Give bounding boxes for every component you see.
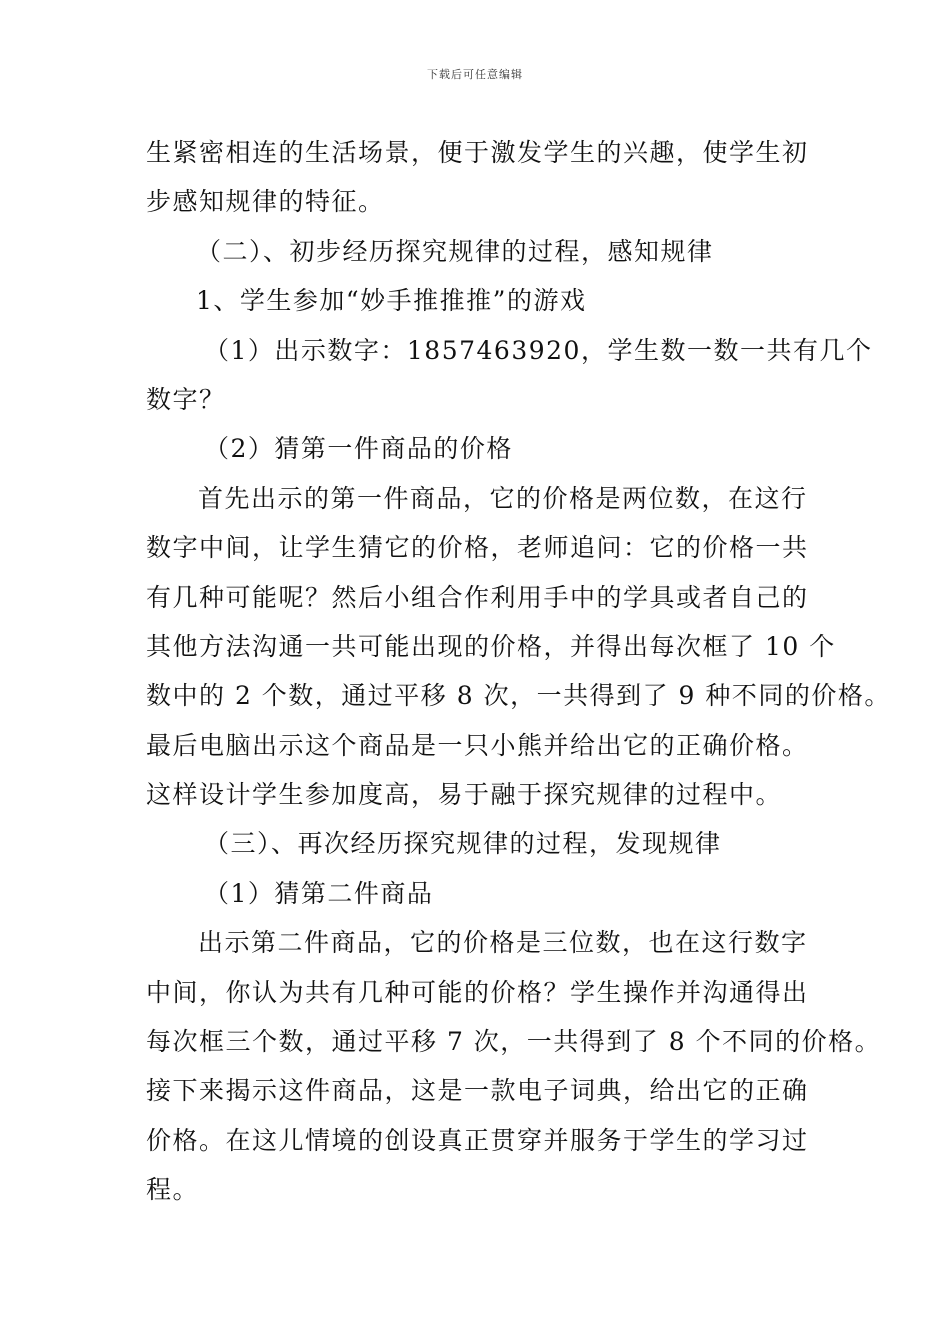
text-line: 步感知规律的特征。: [146, 187, 385, 217]
text-line: 这样设计学生参加度高，易于融于探究规律的过程中。: [146, 780, 783, 810]
text-line: 生紧密相连的生活场景，便于激发学生的兴趣，使学生初: [146, 138, 809, 167]
page-header: 下载后可任意编辑: [427, 68, 523, 81]
text-line: （1）出示数字：1857463920，学生数一数一共有几个: [204, 335, 873, 365]
text-line: 数字？: [146, 384, 226, 414]
text-line: 出示第二件商品，它的价格是三位数，也在这行数字: [198, 928, 808, 958]
text-line: 首先出示的第一件商品，它的价格是两位数，在这行: [198, 483, 808, 513]
text-line: 数中的 2 个数，通过平移 8 次，一共得到了 9 种不同的价格。: [146, 681, 891, 711]
text-line: 接下来揭示这件商品，这是一款电子词典，给出它的正确: [146, 1076, 809, 1106]
section-heading: （三）、再次经历探究规律的过程，发现规律: [204, 829, 722, 859]
subsection-heading: 1、学生参加“妙手推推推”的游戏: [196, 286, 587, 316]
text-line: 每次框三个数，通过平移 7 次，一共得到了 8 个不同的价格。: [146, 1027, 882, 1057]
text-line: 数字中间，让学生猜它的价格，老师追问：它的价格一共: [146, 533, 809, 563]
text-line: 价格。在这儿情境的创设真正贯穿并服务于学生的学习过: [146, 1125, 809, 1155]
subsection-heading: （2）猜第一件商品的价格: [204, 434, 513, 464]
text-line: 有几种可能呢？然后小组合作利用手中的学具或者自己的: [146, 582, 809, 612]
text-line: 中间，你认为共有几种可能的价格？学生操作并沟通得出: [146, 977, 809, 1007]
text-line: 最后电脑出示这个商品是一只小熊并给出它的正确价格。: [146, 730, 809, 760]
text-line: 其他方法沟通一共可能出现的价格，并得出每次框了 10 个: [146, 631, 836, 661]
section-heading: （二）、初步经历探究规律的过程，感知规律: [196, 236, 714, 266]
text-line: 程。: [146, 1175, 200, 1205]
document-body: [146, 128, 891, 1215]
subsection-heading: （1）猜第二件商品: [204, 878, 434, 908]
